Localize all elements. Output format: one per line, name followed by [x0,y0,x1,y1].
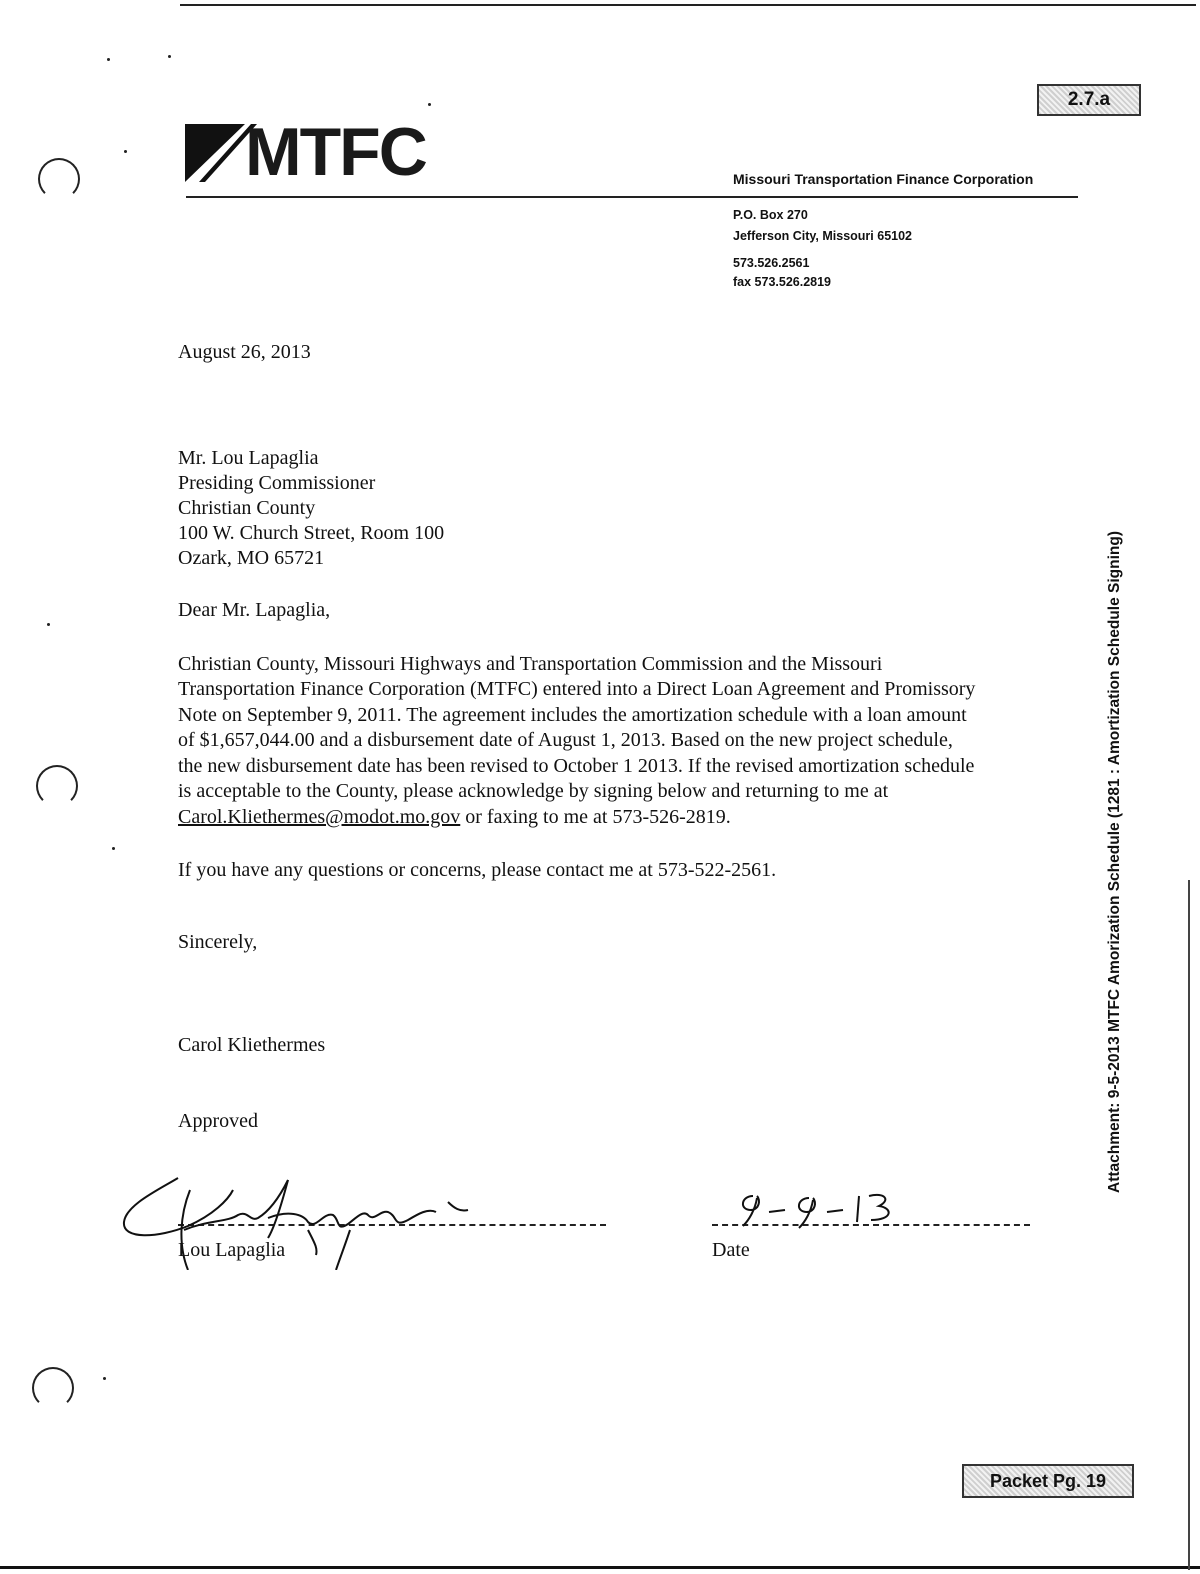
packet-page-stamp: Packet Pg. 19 [962,1464,1134,1498]
recipient-line: Mr. Lou Lapaglia [178,447,319,469]
handwritten-date [735,1186,925,1239]
mtfc-logo-text: MTFC [245,114,426,190]
date-label: Date [712,1239,750,1261]
fax-instruction: or faxing to me at 573-526-2819. [460,806,731,828]
body-line: the new disbursement date has been revised to October 1 2013. If the revised amortization schedule [178,755,975,777]
scan-speck [103,1377,106,1380]
recipient-line: Presiding Commissioner [178,472,376,494]
org-phone: 573.526.2561 [733,256,810,270]
org-city: Jefferson City, Missouri 65102 [733,229,913,243]
top-scan-rule [180,4,1196,6]
recipient-line: Christian County [178,497,316,519]
right-scan-edge [1188,880,1190,1570]
org-name: Missouri Transportation Finance Corporation [733,171,1034,187]
signer-name: Lou Lapaglia [178,1239,286,1261]
approved-label: Approved [178,1110,258,1132]
letter-date: August 26, 2013 [178,341,311,363]
scan-speck [168,55,171,58]
sender-name: Carol Kliethermes [178,1034,326,1056]
body-line: Christian County, Missouri Highways and Transportation Commission and the Missouri [178,653,883,675]
recipient-line: Ozark, MO 65721 [178,547,325,569]
body-line-email [178,805,1078,831]
scan-speck [112,847,115,850]
letterhead-rule [186,196,1078,198]
org-po-box: P.O. Box 270 [733,208,808,222]
handwritten-signature [118,1160,498,1270]
agenda-item-stamp: 2.7.a [1037,84,1141,116]
body-line: Transportation Finance Corporation (MTFC) entered into a Direct Loan Agreement and Promissory [178,678,976,700]
body-line: of $1,657,044.00 and a disbursement date of August 1, 2013. Based on the new project schedule, [178,729,953,751]
body-line: is acceptable to the County, please acknowledge by signing below and returning to me at [178,780,889,802]
recipient-line: 100 W. Church Street, Room 100 [178,522,445,544]
questions-line: If you have any questions or concerns, please contact me at 573-522-2561. [178,859,777,881]
org-fax: fax 573.526.2819 [733,275,832,289]
scan-speck [124,150,127,153]
closing: Sincerely, [178,931,258,953]
scan-speck [107,58,110,61]
scan-speck [428,103,431,106]
email-link[interactable]: Carol.Kliethermes@modot.mo.gov [178,806,461,828]
punch-hole-top [38,158,80,200]
scan-speck [47,623,50,626]
punch-hole-middle [36,765,78,807]
bottom-scan-rule [0,1566,1200,1569]
punch-hole-bottom [32,1367,74,1409]
body-line: Note on September 9, 2011. The agreement includes the amortization schedule with a loan amount [178,704,967,726]
attachment-side-label: Attachment: 9-5-2013 MTFC Amorization Schedule (1281 : Amortization Schedule Signing) [1106,531,1123,1193]
salutation: Dear Mr. Lapaglia, [178,599,331,621]
handwritten-date-glyphs [735,1186,925,1230]
